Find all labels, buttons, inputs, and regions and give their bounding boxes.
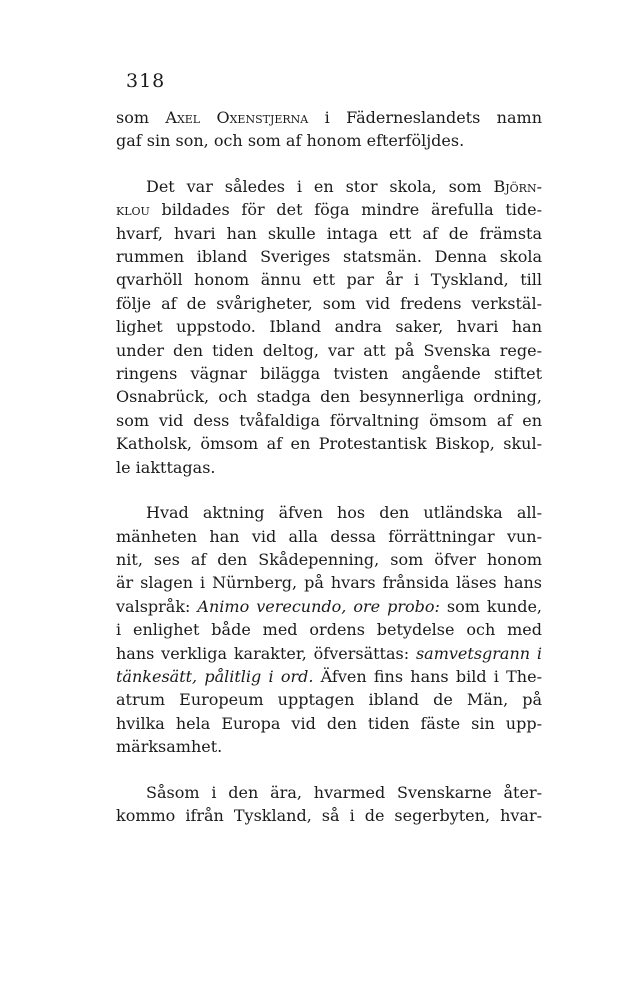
text-line: följe af de svårigheter, som vid fredens verkstäl- [116, 293, 542, 313]
paragraph-1 [116, 106, 542, 153]
paragraph-4 [116, 781, 542, 828]
text-line: i enlighet både med ordens betydelse och med [116, 620, 542, 640]
text-line: Hvad aktning äfven hos den utländska all- [146, 503, 542, 523]
text-line: hans verkliga karakter, öfversättas: samvetsgrann i [116, 643, 542, 663]
text-line: som vid dess tvåfaldiga förvaltning ömsom af en [116, 410, 542, 430]
text-line: rummen ibland Sveriges statsmän. Denna skola [116, 247, 542, 267]
motto-latin: Animo verecundo, ore probo: [197, 596, 440, 616]
text-line: qvarhöll honom ännu ett par år i Tyskland, till [116, 270, 542, 290]
text-line: kommo ifrån Tyskland, så i de segerbyten, hvar- [116, 805, 542, 825]
text-line: är slagen i Nürnberg, på hvars frånsida läses hans [116, 573, 542, 593]
text-line: märksamhet. [116, 737, 223, 757]
text-line: hvarf, hvari han skulle intaga ett af de främsta [116, 223, 542, 243]
text-line: lighet uppstodo. Ibland andra saker, hvari han [116, 317, 542, 337]
text-line: atrum Europeum upptagen ibland de Män, på [116, 690, 542, 710]
name-axel-oxenstjerna: Axel Oxenstjerna [165, 108, 309, 127]
text-line: gaf sin son, och som af honom efterföljdes. [116, 131, 465, 151]
text-line: hvilka hela Europa vid den tiden fäste sin upp- [116, 713, 542, 733]
text-line: valspråk: Animo verecundo, ore probo: som kunde, [116, 596, 542, 616]
name-bjornklou-part1: Björn- [493, 176, 542, 196]
text-line: under den tiden deltog, var att på Svenska rege- [116, 340, 542, 360]
text-line: Såsom i den ära, hvarmed Svenskarne åter- [146, 782, 542, 802]
text-line: ringens vägnar bilägga tvisten angående stiftet [116, 364, 542, 384]
text-line: Osnabrück, och stadga den besynnerliga ordning, [116, 387, 542, 407]
motto-translation-part2: tänkesätt, pålitlig i ord. [116, 666, 314, 686]
text-line: Katholsk, ömsom af en Protestantisk Biskop, skul- [116, 434, 542, 454]
text-line: som Axel Oxenstjerna i Fäderneslandets namn [116, 108, 542, 127]
motto-translation-part1: samvetsgrann i [415, 643, 542, 663]
text-line: le iakttagas. [116, 457, 216, 477]
paragraph-2 [116, 175, 542, 479]
text-line: Det var således i en stor skola, som Björn- [146, 176, 542, 196]
text-line: tänkesätt, pålitlig i ord. Äfven fins hans bild i The- [116, 666, 542, 686]
paragraph-3 [116, 501, 542, 758]
page-number: 318 [126, 70, 166, 92]
book-page [116, 70, 542, 827]
text-line: nit, ses af den Skådepenning, som öfver honom [116, 549, 542, 569]
text-line: mänheten han vid alla dessa förrättningar vun- [116, 526, 542, 546]
name-bjornklou-part2: klou [116, 200, 150, 220]
text-line: klou bildades för det föga mindre ärefulla tide- [116, 200, 542, 220]
